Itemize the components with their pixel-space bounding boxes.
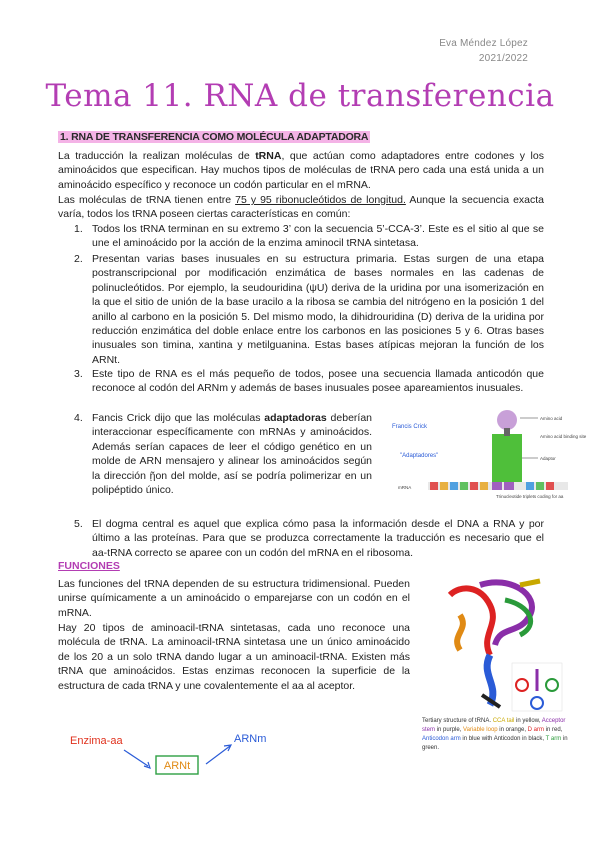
caption-anticodon-arm: Anticodon arm	[422, 736, 461, 742]
list-item-5	[74, 517, 544, 560]
caption-text: in black,	[520, 736, 546, 742]
adaptor-body	[492, 434, 522, 482]
enzima-aa-label: Enzima-aa	[70, 735, 123, 747]
list-item-text: Presentan varias bases inusuales en su estructura primaria. Estas surgen de una etapa postranscripcional por modificación enzimática de bases normales en las cadenas de polinucleótidos. Por ejemplo, la seudouridina (ψU) deriva de la uridina por una isomerización en la que el sitio de unión de la base uracilo a la ribosa se cambia del nitrógeno en la posición 1 del anillo al carbono en la posición 5. Del mismo modo, la dihidrouridina (D) deriva de la uridina por reducción enzimática del doble enlace entre los carbonos en las posiciones 5 y 6. Otras bases inusuales son timina, xantina y metilguanina. Estas bases atípicas mejoran la función de los ARNt.	[92, 253, 544, 366]
caption-variable: Variable loop	[463, 727, 498, 733]
intro2-text-2: Aunque la secuencia exacta varía, todos los tRNA poseen ciertas características en común:	[58, 194, 545, 221]
enzyme-arnt-arnm-diagram	[68, 722, 308, 778]
list-number: 3.	[74, 368, 83, 380]
amino-acid-label: Amino acid	[540, 416, 563, 421]
author-name: Eva Méndez López	[439, 38, 528, 49]
author-block	[439, 36, 528, 66]
intro-paragraph	[58, 149, 544, 192]
trna-3d-image	[420, 575, 570, 715]
caption-text: in red,	[544, 727, 563, 733]
translation-diagram	[68, 722, 308, 778]
arrow-left	[124, 750, 148, 766]
intro-paragraph-2	[58, 193, 544, 222]
caption-text: in blue with	[460, 736, 494, 742]
adaptor-label: Adaptor	[540, 456, 556, 461]
list-item-1	[74, 222, 544, 251]
link	[504, 428, 510, 436]
funciones-paragraph-1: Las funciones del tRNA dependen de su estructura tridimensional. Pueden unirse químicamente a un aminoácido o emparejarse con un codón en el mRNA.	[58, 578, 410, 619]
caption-tarm: T arm	[545, 736, 562, 742]
list-item-4	[74, 411, 373, 497]
amino-acid-circle	[497, 410, 517, 430]
mrna-strip	[428, 482, 568, 490]
triplets-label: Trinucleotide triplets coding for aa	[496, 494, 564, 499]
list-item-text: Este tipo de RNA es el más pequeño de todos, posee una secuencia llamada anticodón que reconoce al codón del ARNm y además de bases inusuales posee apareamientos inusuales.	[92, 368, 544, 395]
section-heading: 1. RNA DE TRANSFERENCIA COMO MOLÉCULA ADAPTADORA	[60, 131, 369, 143]
arrow-right	[206, 746, 230, 764]
page-title: Tema 11. RNA de transferencia	[45, 78, 555, 114]
adaptor-diagram	[388, 408, 587, 504]
list-number: 4.	[74, 412, 83, 424]
enzyme-label: Amino acid binding site	[540, 434, 587, 439]
list-item-2	[74, 252, 544, 367]
list-item-3	[74, 367, 544, 396]
funciones-heading: FUNCIONES	[58, 560, 120, 572]
crick-adaptor-figure	[388, 408, 587, 504]
caption-acceptor: Acceptor stem	[422, 718, 566, 733]
caption-anticodon: Anticodon	[493, 736, 521, 742]
intro2-underline: 75 y 95 ribonucleótidos de longitud.	[235, 194, 406, 206]
figure-caption	[422, 717, 570, 753]
caption-text: in green.	[422, 736, 568, 751]
intro-text-2: , que actúan como adaptadores entre codones y los aminoácidos que especifican. Hay muchos tipos de moléculas de tRNA pero cada una está unida a un aminoácido específico y reconoce un codón particular en el mRNA.	[58, 150, 544, 191]
caption-text: in yellow,	[514, 718, 542, 724]
list-number: 2.	[74, 253, 83, 265]
crick-label: Francis Crick	[392, 424, 428, 430]
caption-text: in purple,	[435, 727, 464, 733]
adaptadores-label: "Adaptadores"	[400, 453, 439, 459]
list-item-text: El dogma central es aquel que explica cómo pasa la información desde el DNA a RNA y por último a las proteínas. Para que se produzca correctamente la traducción es necesario que el aa-tRNA correcto se aparee con un codón del mRNA en el ribosoma.	[92, 518, 544, 559]
list-item-text: Fancis Crick dijo que las moléculas	[92, 412, 265, 424]
intro-text: La traducción la realizan moléculas de	[58, 150, 256, 162]
course-year: 2021/2022	[478, 53, 528, 64]
intro-bold: tRNA	[255, 150, 282, 162]
funciones-paragraph-2: Hay 20 tipos de aminoacil-tRNA sintetasas, cada uno reconoce una molécula de tRNA. La aminoacil-tRNA sintetasa une un único aminoácido de los 20 a un solo tRNA dando lugar a un aminoacil-tRNA. Existen más tRNA que aminoácidos. Estas enzimas reconocen la superficie de la estructura de cada tRNA y une covalentemente el aa al aceptor.	[58, 622, 410, 692]
mrna-label: mRNA	[398, 485, 412, 490]
list-number: 1.	[74, 223, 83, 235]
arnt-label: ARNt	[163, 760, 191, 772]
caption-text: in orange,	[497, 727, 528, 733]
list-number: 5.	[74, 518, 83, 530]
list-item-bold: adaptadoras	[264, 412, 327, 424]
list-item-text: Todos los tRNA terminan en su extremo 3’ con la secuencia 5’-CCA-3’. Este es el sitio al que se une el aminoácido por la acción de la enzima aminocil tRNA sintetasa.	[92, 223, 544, 250]
intro2-text: Las moléculas de tRNA tienen entre	[58, 194, 236, 206]
arnm-label: ARNm	[234, 733, 267, 745]
caption-text: Tertiary structure of tRNA.	[422, 718, 493, 724]
list-item-text-2: deberían interaccionar específicamente con mRNAs y aminoácidos. Además serían capaces de leer el código genético en un molde de ARN mensajero y alinear los aminoácidos según la dirección ῇon del molde, así se podría polimerizar en un polipéptido único.	[92, 412, 373, 497]
caption-cca: CCA tail	[492, 718, 515, 724]
caption-darm: D arm	[527, 727, 545, 733]
